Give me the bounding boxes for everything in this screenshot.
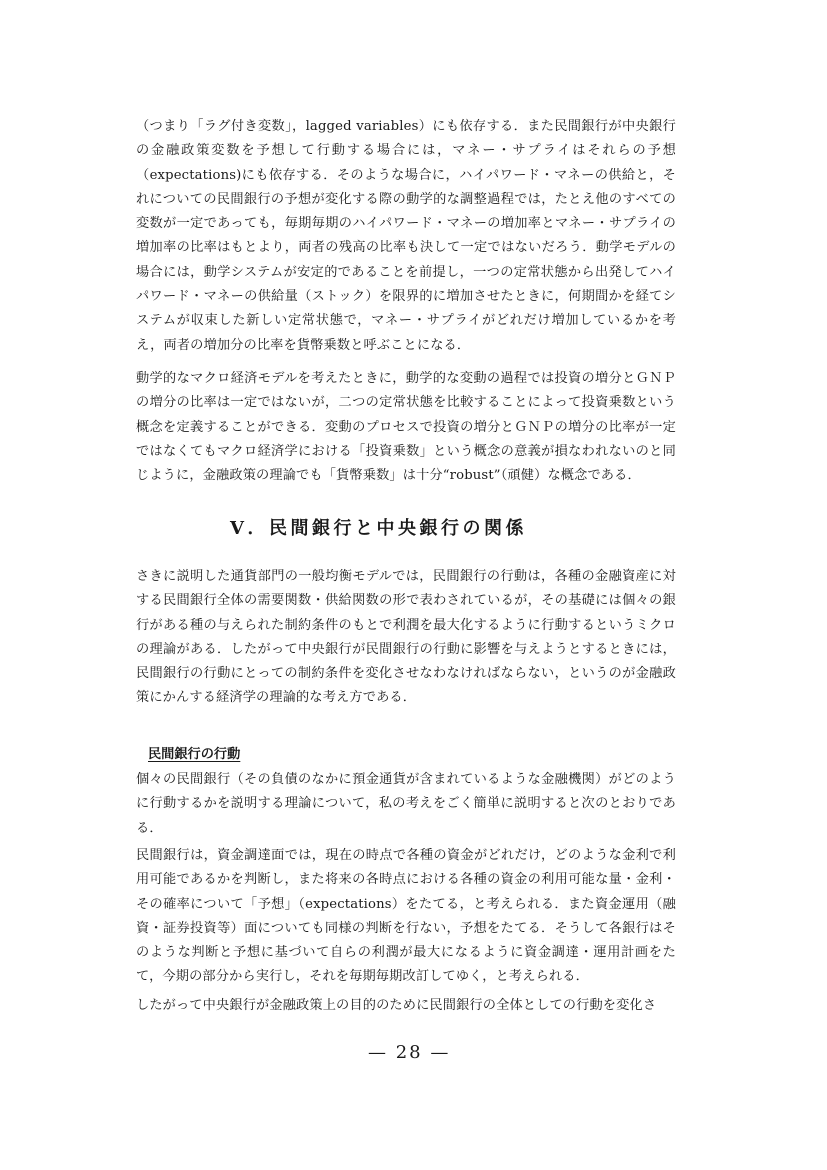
paragraph-general-equilibrium: さきに説明した通貨部門の一般均衡モデルでは，民間銀行の行動は，各種の金融資産に対する民間銀行全体の需要関数・供給関数の形で表わされているが，その基礎には個々の銀行がある種の与えられた制約条件のもとで利潤を最大化するように行動するというミクロの理論がある．したがって中央銀行が民間銀行の行動に影響を与えようとするときには，民間銀行の行動にとっての制約条件を変化させなわなければならない，というのが金融政策にかんする経済学の理論的な考え方である． <box>136 569 676 706</box>
paragraph-central-bank-policy: したがって中央銀行が金融政策上の目的のために民間銀行の全体としての行動を変化さ <box>136 998 657 1013</box>
paragraph-money-multiplier-dynamics: （つまり「ラグ付き変数」，lagged variables）にも依存する．また民間銀行が中央銀行の金融政策変数を予想して行動する場合には，マネー・サプライはそれらの予想（expectations)にも依存する．そのような場合に，ハイパワード・マネーの供給と，それについての民間銀行の予想が変化する際の動学的な調整過程では，たとえ他のすべての変数が一定であっても，毎期毎期のハイパワード・マネーの増加率とマネー・サプライの増加率の比率はもとより，両者の残高の比率も決して一定ではないだろう．動学モデルの場合には，動学システムが安定的であることを前提し，一つの定常状態から出発してハイパワード・マネーの供給量（ストック）を限界的に増加させたときに，何期間かを経てシステムが収束した新しい定常状態で，マネー・サプライがどれだけ増加しているかを考え，両者の増加分の比率を貨幣乗数と呼ぶことになる． <box>136 119 676 353</box>
paragraph-bank-behavior-intro: 個々の民間銀行（その負債のなかに預金通貨が含まれているような金融機関）がどのように行動するかを説明する理論について，私の考えをごく簡単に説明すると次のとおりである． <box>136 772 676 836</box>
paragraph-investment-multiplier: 動学的なマクロ経済モデルを考えたときに，動学的な変動の過程では投資の増分とＧＮＰの増分の比率は一定ではないが，二つの定常状態を比較することによって投資乗数という概念を定義することができる．変動のプロセスで投資の増分とＧＮＰの増分の比率が一定ではなくてもマクロ経済学における「投資乗数」という概念の意義が損なわれないのと同じように，金融政策の理論でも「貨幣乗数」は十分“robust”（頑健）な概念である． <box>136 371 676 484</box>
page-number: — 28 — <box>368 1042 451 1063</box>
paragraph-bank-funding-expectations: 民間銀行は，資金調達面では，現在の時点で各種の資金がどれだけ，どのような金利で利用可能であるかを判断し，また将来の各時点における各種の資金の利用可能な量・金利・その確率について「予想」（expectations）をたてる，と考えられる．また資金運用（融資・証券投資等）面についても同様の判断を行ない，予想をたてる．そうして各銀行はそのような判断と予想に基づいて自らの利潤が最大になるように資金調達・運用計画をたて，今期の部分から実行し，それを毎期毎期改訂してゆく，と考えられる． <box>136 848 676 985</box>
subsection-heading: 民間銀行の行動 <box>148 747 241 762</box>
section-heading: Ⅴ．民間銀行と中央銀行の関係 <box>230 518 527 539</box>
